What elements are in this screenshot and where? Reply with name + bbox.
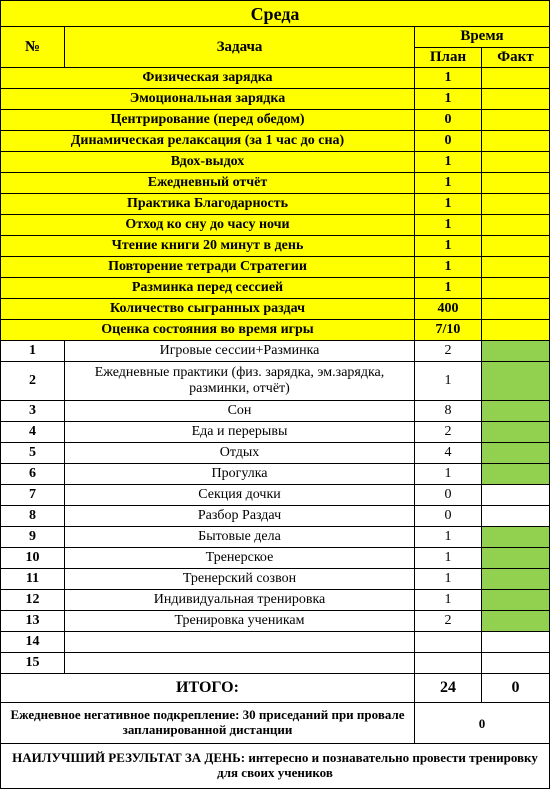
negative-reinforcement-label: Ежедневное негативное подкрепление: 30 приседаний при провале запланированной дистанции — [1, 703, 415, 744]
header-plan: План — [415, 47, 482, 68]
task-fact-cell[interactable] — [482, 464, 550, 485]
task-row — [1, 464, 550, 485]
practice-task: Количество сыгранных раздач — [1, 299, 415, 320]
task-number: 13 — [1, 611, 65, 632]
task-number: 8 — [1, 506, 65, 527]
practice-row — [1, 320, 550, 341]
task-number: 10 — [1, 548, 65, 569]
task-number: 2 — [1, 362, 65, 401]
practice-row — [1, 152, 550, 173]
practice-fact-cell[interactable] — [482, 89, 550, 110]
task-row — [1, 611, 550, 632]
practice-plan: 1 — [415, 89, 482, 110]
practice-row — [1, 257, 550, 278]
task-row — [1, 443, 550, 464]
practice-plan: 1 — [415, 152, 482, 173]
practice-row — [1, 236, 550, 257]
practice-plan: 0 — [415, 131, 482, 152]
task-row — [1, 653, 550, 674]
task-plan: 1 — [415, 548, 482, 569]
header-fact: Факт — [482, 47, 550, 68]
task-number: 4 — [1, 422, 65, 443]
task-name: Бытовые дела — [65, 527, 415, 548]
task-name: Игровые сессии+Разминка — [65, 341, 415, 362]
task-plan: 2 — [415, 422, 482, 443]
task-fact-cell[interactable] — [482, 590, 550, 611]
practice-plan: 1 — [415, 257, 482, 278]
practice-task: Эмоциональная зарядка — [1, 89, 415, 110]
task-fact-cell[interactable] — [482, 527, 550, 548]
task-fact-cell[interactable] — [482, 632, 550, 653]
task-plan: 2 — [415, 611, 482, 632]
task-plan: 1 — [415, 590, 482, 611]
practice-task: Центрирование (перед обедом) — [1, 110, 415, 131]
task-fact-cell[interactable] — [482, 443, 550, 464]
task-name: Ежедневные практики (физ. зарядка, эм.зарядка, разминки, отчёт) — [65, 362, 415, 401]
task-plan: 8 — [415, 401, 482, 422]
task-number: 5 — [1, 443, 65, 464]
task-row — [1, 485, 550, 506]
header-num: № — [1, 27, 65, 68]
practice-task: Чтение книги 20 минут в день — [1, 236, 415, 257]
practice-row — [1, 278, 550, 299]
practice-fact-cell[interactable] — [482, 320, 550, 341]
practice-fact-cell[interactable] — [482, 131, 550, 152]
task-number: 3 — [1, 401, 65, 422]
task-plan — [415, 653, 482, 674]
practice-row — [1, 110, 550, 131]
task-fact-cell[interactable] — [482, 362, 550, 401]
practice-fact-cell[interactable] — [482, 278, 550, 299]
task-name: Прогулка — [65, 464, 415, 485]
task-row — [1, 590, 550, 611]
task-plan: 1 — [415, 527, 482, 548]
task-name: Тренерское — [65, 548, 415, 569]
task-number: 1 — [1, 341, 65, 362]
task-fact-cell[interactable] — [482, 569, 550, 590]
task-fact-cell[interactable] — [482, 653, 550, 674]
practice-task: Вдох-выдох — [1, 152, 415, 173]
task-name: Отдых — [65, 443, 415, 464]
task-plan: 4 — [415, 443, 482, 464]
task-name: Тренировка ученикам — [65, 611, 415, 632]
task-fact-cell[interactable] — [482, 506, 550, 527]
practice-row — [1, 299, 550, 320]
task-row — [1, 548, 550, 569]
negative-reinforcement-value: 0 — [415, 703, 550, 744]
task-number: 12 — [1, 590, 65, 611]
header-task: Задача — [65, 27, 415, 68]
task-plan: 1 — [415, 569, 482, 590]
practice-plan: 400 — [415, 299, 482, 320]
task-fact-cell[interactable] — [482, 548, 550, 569]
practice-task: Динамическая релаксация (за 1 час до сна) — [1, 131, 415, 152]
practice-plan: 1 — [415, 215, 482, 236]
total-fact: 0 — [482, 674, 550, 703]
task-name — [65, 653, 415, 674]
task-row — [1, 527, 550, 548]
practice-fact-cell[interactable] — [482, 299, 550, 320]
task-fact-cell[interactable] — [482, 611, 550, 632]
task-name: Тренерский созвон — [65, 569, 415, 590]
practice-fact-cell[interactable] — [482, 257, 550, 278]
task-plan — [415, 632, 482, 653]
practice-fact-cell[interactable] — [482, 152, 550, 173]
task-plan: 1 — [415, 464, 482, 485]
practice-task: Оценка состояния во время игры — [1, 320, 415, 341]
practice-fact-cell[interactable] — [482, 68, 550, 89]
header-time: Время — [415, 27, 550, 48]
practice-fact-cell[interactable] — [482, 194, 550, 215]
practice-task: Физическая зарядка — [1, 68, 415, 89]
task-plan: 0 — [415, 485, 482, 506]
practice-plan: 1 — [415, 173, 482, 194]
task-number: 9 — [1, 527, 65, 548]
practice-fact-cell[interactable] — [482, 215, 550, 236]
task-row — [1, 341, 550, 362]
practice-row — [1, 173, 550, 194]
total-plan: 24 — [415, 674, 482, 703]
task-fact-cell[interactable] — [482, 422, 550, 443]
practice-task: Ежедневный отчёт — [1, 173, 415, 194]
task-row — [1, 506, 550, 527]
practice-row — [1, 215, 550, 236]
task-plan: 1 — [415, 362, 482, 401]
practice-plan: 7/10 — [415, 320, 482, 341]
day-title: Среда — [1, 1, 550, 27]
practice-row — [1, 194, 550, 215]
task-number: 6 — [1, 464, 65, 485]
practice-fact-cell[interactable] — [482, 173, 550, 194]
task-name: Сон — [65, 401, 415, 422]
task-number: 7 — [1, 485, 65, 506]
practice-fact-cell[interactable] — [482, 236, 550, 257]
practice-plan: 0 — [415, 110, 482, 131]
practice-plan: 1 — [415, 194, 482, 215]
task-row — [1, 401, 550, 422]
task-number: 14 — [1, 632, 65, 653]
task-row — [1, 362, 550, 401]
practice-task: Практика Благодарность — [1, 194, 415, 215]
task-name — [65, 632, 415, 653]
task-plan: 0 — [415, 506, 482, 527]
task-name: Индивидуальная тренировка — [65, 590, 415, 611]
total-label: ИТОГО: — [1, 674, 415, 703]
practice-task: Отход ко сну до часу ночи — [1, 215, 415, 236]
task-row — [1, 632, 550, 653]
practice-plan: 1 — [415, 68, 482, 89]
practice-fact-cell[interactable] — [482, 110, 550, 131]
practice-row — [1, 131, 550, 152]
task-number: 11 — [1, 569, 65, 590]
task-fact-cell[interactable] — [482, 485, 550, 506]
best-result-note: НАИЛУЧШИЙ РЕЗУЛЬТАТ ЗА ДЕНЬ: интересно и познавательно провести тренировку для своих учеников — [1, 744, 550, 789]
task-number: 15 — [1, 653, 65, 674]
task-plan: 2 — [415, 341, 482, 362]
task-fact-cell[interactable] — [482, 341, 550, 362]
task-name: Секция дочки — [65, 485, 415, 506]
task-name: Еда и перерывы — [65, 422, 415, 443]
practice-plan: 1 — [415, 278, 482, 299]
task-fact-cell[interactable] — [482, 401, 550, 422]
practice-row — [1, 89, 550, 110]
task-row — [1, 422, 550, 443]
practice-task: Повторение тетради Стратегии — [1, 257, 415, 278]
practice-task: Разминка перед сессией — [1, 278, 415, 299]
practice-plan: 1 — [415, 236, 482, 257]
task-row — [1, 569, 550, 590]
task-name: Разбор Раздач — [65, 506, 415, 527]
practice-row — [1, 68, 550, 89]
